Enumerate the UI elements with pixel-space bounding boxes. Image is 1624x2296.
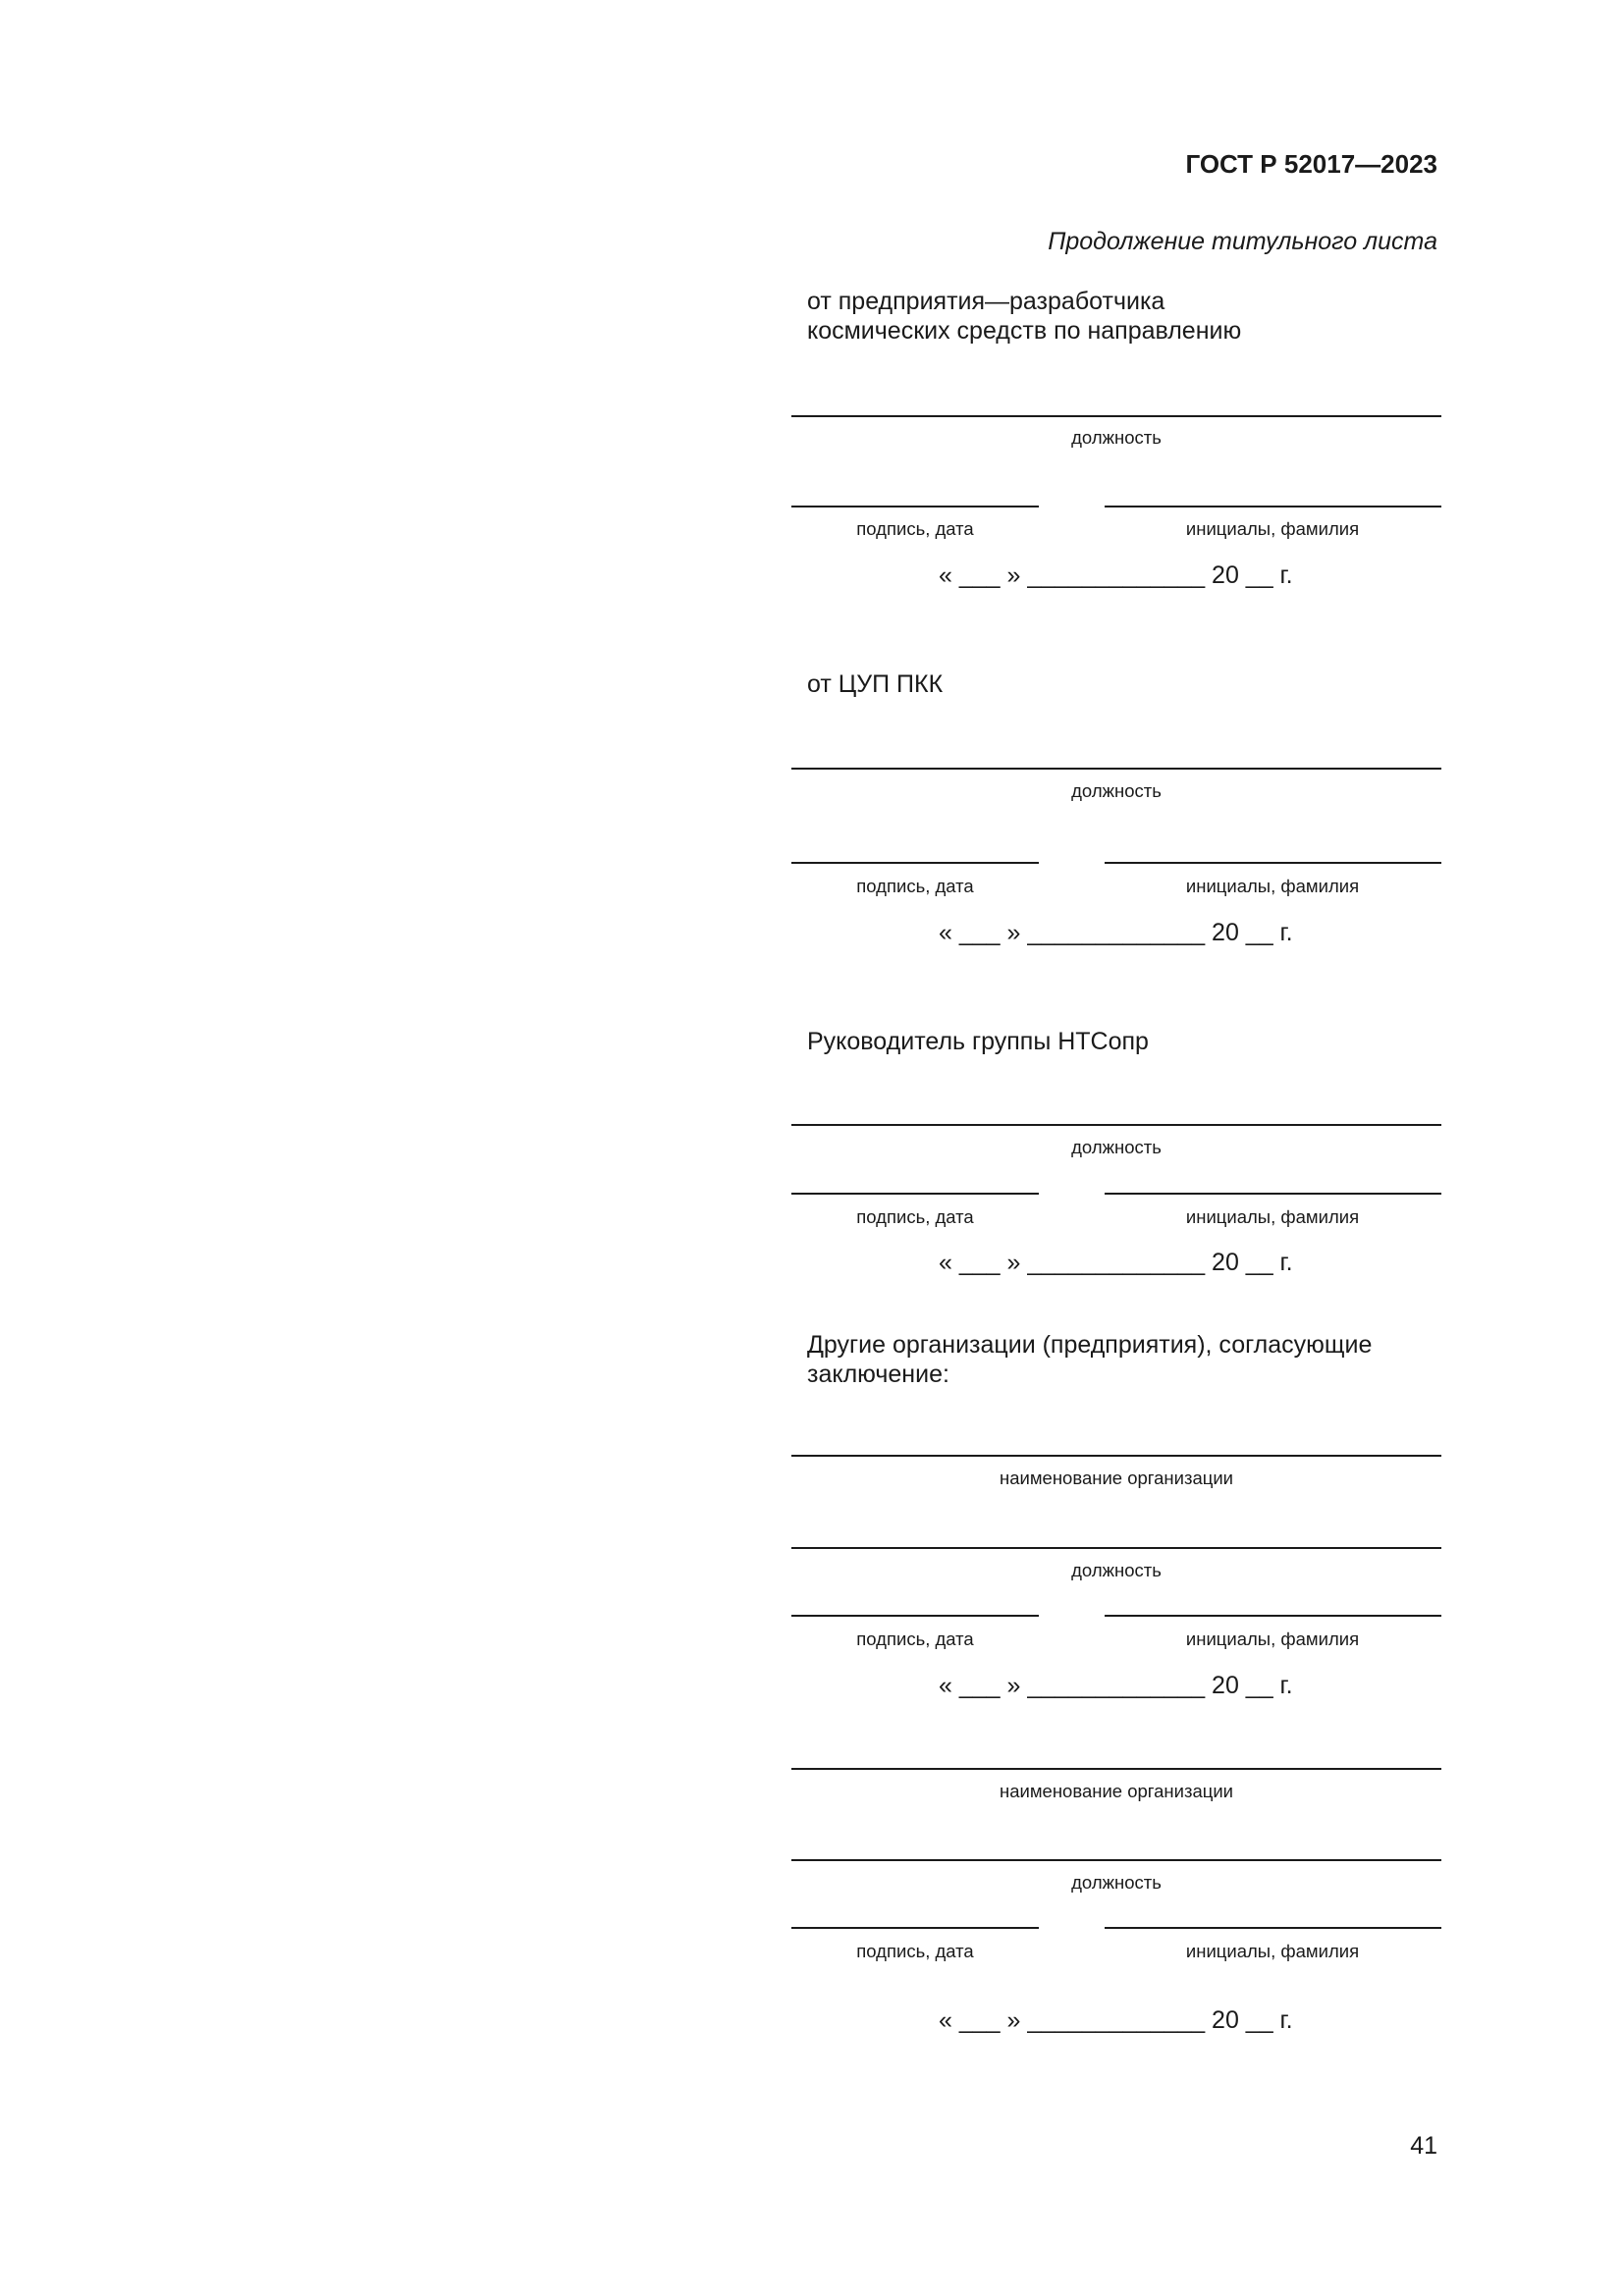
initials-surname-caption: инициалы, фамилия [1185,518,1360,539]
continuation-note: Продолжение титульного листа [1048,228,1437,255]
initials-line [1105,506,1441,507]
signature-date-caption: подпись, дата [856,1941,974,1961]
position-line [791,1124,1441,1126]
signature-line [791,862,1039,864]
date-template: « ___ » _____________ 20 __ г. [939,919,1293,946]
section-heading-line: от предприятия—разработчика [807,288,1165,315]
standard-number: ГОСТ Р 52017—2023 [1185,149,1437,179]
position-line [791,1547,1441,1549]
section-heading-line: космических средств по направлению [807,317,1242,345]
organization-line [791,1455,1441,1457]
initials-surname-caption: инициалы, фамилия [1185,1941,1360,1961]
initials-line [1105,1193,1441,1195]
section-heading-line: Другие организации (предприятия), согласующие [807,1331,1373,1359]
signature-line [791,1927,1039,1929]
signature-line [791,1615,1039,1617]
signature-date-caption: подпись, дата [856,876,974,896]
initials-line [1105,1927,1441,1929]
date-template: « ___ » _____________ 20 __ г. [939,1249,1293,1276]
section-heading-line: Руководитель группы НТСопр [807,1028,1149,1055]
initials-line [1105,862,1441,864]
signature-date-caption: подпись, дата [856,518,974,539]
section-heading-line: от ЦУП ПКК [807,670,944,698]
initials-surname-caption: инициалы, фамилия [1185,1629,1360,1649]
page-number: 41 [1410,2132,1437,2160]
signature-date-caption: подпись, дата [856,1629,974,1649]
section-heading-line: заключение: [807,1361,949,1388]
position-caption: должность [1071,1137,1162,1157]
position-caption: должность [1071,427,1162,448]
date-template: « ___ » _____________ 20 __ г. [939,2006,1293,2034]
signature-date-caption: подпись, дата [856,1206,974,1227]
position-caption: должность [1071,1872,1162,1893]
position-line [791,415,1441,417]
signature-line [791,506,1039,507]
position-caption: должность [1071,780,1162,801]
position-line [791,1859,1441,1861]
position-line [791,768,1441,770]
initials-line [1105,1615,1441,1617]
position-caption: должность [1071,1560,1162,1580]
date-template: « ___ » _____________ 20 __ г. [939,561,1293,589]
organization-caption: наименование организации [999,1468,1234,1488]
date-template: « ___ » _____________ 20 __ г. [939,1672,1293,1699]
signature-line [791,1193,1039,1195]
initials-surname-caption: инициалы, фамилия [1185,1206,1360,1227]
initials-surname-caption: инициалы, фамилия [1185,876,1360,896]
organization-caption: наименование организации [999,1781,1234,1801]
organization-line [791,1768,1441,1770]
